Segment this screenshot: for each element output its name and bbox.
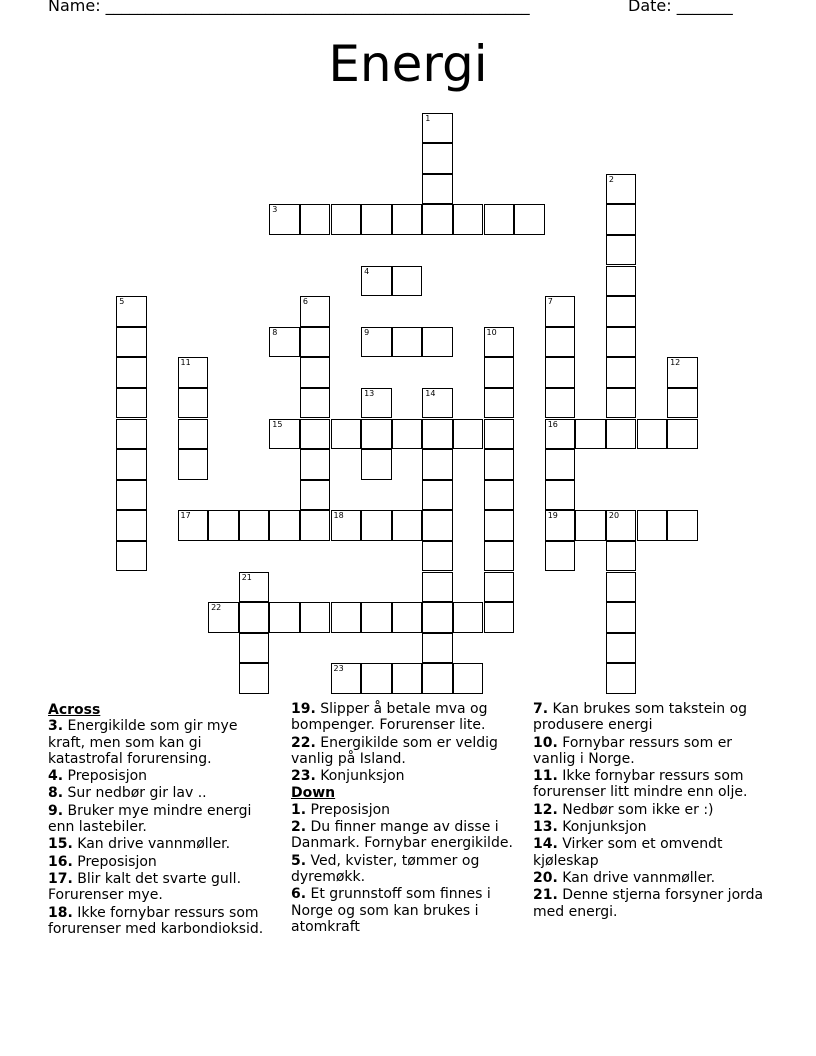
clue-number: 10 [486, 327, 497, 337]
clue-text: Konjunksjon [315, 768, 405, 785]
clue-number: 16. [48, 853, 73, 870]
grid-cell[interactable] [453, 602, 484, 633]
clue-number: 4. [48, 768, 64, 785]
grid-cell[interactable] [239, 510, 270, 541]
clue-number: 2. [291, 819, 307, 836]
grid-cell[interactable] [606, 357, 637, 388]
clue-number: 20. [533, 869, 558, 886]
clue-number: 3. [48, 718, 64, 735]
grid-cell[interactable] [178, 449, 209, 480]
clue-text: Sur nedbør gir lav .. [63, 785, 207, 802]
grid-cell[interactable] [178, 419, 209, 450]
grid-cell[interactable] [269, 510, 300, 541]
grid-cell[interactable] [545, 510, 576, 541]
clue-number: 10. [533, 734, 558, 751]
clue-text: Bruker mye mindre energi enn lastebiler. [48, 802, 252, 836]
clue-text: Virker som et omvendt kjøleskap [533, 836, 723, 869]
clue-column-3 [533, 701, 773, 921]
grid-cell[interactable] [484, 388, 515, 419]
clue-text: Ikke fornybar ressurs som forurenser med karbondioksid. [48, 904, 264, 937]
grid-cell[interactable] [361, 204, 392, 235]
date-field[interactable]: Date: _______ [628, 0, 733, 15]
clue-text: Kan drive vannmøller. [72, 836, 231, 853]
grid-cell[interactable] [484, 541, 515, 572]
across-clue [48, 718, 278, 767]
grid-cell[interactable] [331, 602, 362, 633]
name-field[interactable]: Name: _____________________________________________________ [48, 0, 530, 15]
grid-cell[interactable] [361, 419, 392, 450]
clue-number: 22. [291, 734, 316, 751]
clue-number: 13 [364, 388, 375, 398]
down-heading: Down [291, 785, 336, 802]
grid-cell[interactable] [545, 541, 576, 572]
clue-number: 12 [670, 358, 681, 368]
grid-cell[interactable] [300, 510, 331, 541]
grid-cell[interactable] [667, 419, 698, 450]
clue-number: 17 [180, 511, 191, 521]
grid-cell[interactable] [300, 357, 331, 388]
clue-text: Energikilde som gir mye kraft, men som kan gi katastrofal forurensing. [48, 718, 238, 767]
grid-cell[interactable] [667, 388, 698, 419]
grid-cell[interactable] [484, 510, 515, 541]
grid-cell[interactable] [116, 388, 147, 419]
grid-cell[interactable] [606, 633, 637, 664]
across-clue [48, 803, 278, 836]
across-heading: Across [48, 702, 101, 718]
grid-cell[interactable] [422, 663, 453, 694]
grid-cell[interactable] [392, 602, 423, 633]
grid-cell[interactable] [422, 510, 453, 541]
clue-number: 11. [533, 768, 558, 785]
grid-cell[interactable] [606, 541, 637, 572]
grid-cell[interactable] [422, 327, 453, 358]
grid-cell[interactable] [300, 204, 331, 235]
clue-text: Preposisjon [306, 801, 391, 818]
grid-cell[interactable] [361, 510, 392, 541]
clue-text: Et grunnstoff som finnes i Norge og som kan brukes i atomkraft [291, 886, 491, 935]
grid-cell[interactable] [116, 296, 147, 327]
grid-cell[interactable] [637, 419, 668, 450]
grid-cell[interactable] [484, 480, 515, 511]
clue-number: 18. [48, 904, 73, 921]
clue-number: 12. [533, 801, 558, 818]
clue-text: Slipper å betale mva og bompenger. Forurenser lite. [291, 701, 488, 734]
clue-number: 6 [302, 297, 308, 307]
grid-cell[interactable] [422, 449, 453, 480]
grid-cell[interactable] [392, 266, 423, 297]
grid-cell[interactable] [606, 296, 637, 327]
clue-number: 2 [608, 174, 614, 184]
clue-number: 5 [119, 297, 125, 307]
clue-column-2 [291, 701, 527, 936]
across-clue [48, 854, 278, 870]
grid-cell[interactable] [422, 572, 453, 603]
clue-number: 1 [425, 113, 431, 123]
clue-number: 14. [533, 836, 558, 853]
grid-cell[interactable] [484, 357, 515, 388]
clue-number: 23 [333, 664, 344, 674]
grid-cell[interactable] [300, 480, 331, 511]
grid-cell[interactable] [300, 388, 331, 419]
grid-cell[interactable] [453, 419, 484, 450]
across-clue [48, 871, 278, 904]
grid-cell[interactable] [422, 633, 453, 664]
down-clue [533, 701, 773, 734]
clue-number: 4 [364, 266, 370, 276]
clue-number: 15. [48, 836, 73, 853]
clue-number: 21 [241, 572, 252, 582]
clue-number: 21. [533, 887, 558, 904]
down-clue [533, 735, 773, 768]
grid-cell[interactable] [116, 480, 147, 511]
down-clue [533, 887, 773, 920]
clue-number: 8. [48, 785, 64, 802]
grid-cell[interactable] [269, 327, 300, 358]
grid-cell[interactable] [606, 602, 637, 633]
grid-cell[interactable] [361, 388, 392, 419]
down-clue [533, 870, 773, 886]
grid-cell[interactable] [606, 572, 637, 603]
grid-cell[interactable] [606, 663, 637, 694]
clue-text: Kan brukes som takstein og produsere energi [533, 701, 748, 734]
clue-number: 5. [291, 852, 307, 869]
grid-cell[interactable] [239, 663, 270, 694]
clue-text: Ved, kvister, tømmer og dyremøkk. [291, 852, 480, 885]
down-clue [533, 836, 773, 869]
clue-number: 9 [364, 327, 370, 337]
grid-cell[interactable] [178, 357, 209, 388]
grid-cell[interactable] [422, 143, 453, 174]
grid-cell[interactable] [422, 480, 453, 511]
grid-cell[interactable] [606, 510, 637, 541]
grid-cell[interactable] [361, 602, 392, 633]
grid-cell[interactable] [116, 419, 147, 450]
grid-cell[interactable] [606, 266, 637, 297]
clue-number: 11 [180, 358, 191, 368]
grid-cell[interactable] [514, 204, 545, 235]
grid-cell[interactable] [331, 419, 362, 450]
grid-cell[interactable] [484, 572, 515, 603]
grid-cell[interactable] [331, 510, 362, 541]
down-clue [291, 819, 527, 852]
grid-cell[interactable] [361, 327, 392, 358]
grid-cell[interactable] [422, 419, 453, 450]
grid-cell[interactable] [392, 204, 423, 235]
grid-cell[interactable] [300, 296, 331, 327]
grid-cell[interactable] [545, 357, 576, 388]
grid-cell[interactable] [606, 204, 637, 235]
grid-cell[interactable] [116, 327, 147, 358]
grid-cell[interactable] [545, 449, 576, 480]
grid-cell[interactable] [606, 327, 637, 358]
grid-cell[interactable] [239, 602, 270, 633]
clue-number: 17. [48, 870, 73, 887]
clue-text: Preposisjon [63, 768, 148, 785]
down-clue [291, 853, 527, 886]
clue-column-1 [48, 701, 278, 938]
down-clue [533, 768, 773, 801]
clue-number: 22 [211, 603, 222, 613]
grid-cell[interactable] [269, 204, 300, 235]
grid-cell[interactable] [637, 510, 668, 541]
clue-text: Blir kalt det svarte gull. Forurenser mye. [48, 870, 242, 904]
grid-cell[interactable] [484, 449, 515, 480]
grid-cell[interactable] [667, 357, 698, 388]
grid-cell[interactable] [208, 510, 239, 541]
across-clue [291, 735, 527, 768]
down-clue [291, 802, 527, 818]
grid-cell[interactable] [392, 327, 423, 358]
clue-text: Konjunksjon [557, 819, 647, 836]
grid-cell[interactable] [606, 388, 637, 419]
grid-cell[interactable] [545, 480, 576, 511]
grid-cell[interactable] [422, 602, 453, 633]
grid-cell[interactable] [575, 510, 606, 541]
clue-number: 18 [333, 511, 344, 521]
grid-cell[interactable] [331, 204, 362, 235]
across-clue [291, 701, 527, 734]
across-clue [48, 785, 278, 801]
grid-cell[interactable] [300, 449, 331, 480]
clue-number: 6. [291, 886, 307, 903]
grid-cell[interactable] [239, 633, 270, 664]
grid-cell[interactable] [116, 357, 147, 388]
grid-cell[interactable] [422, 113, 453, 144]
grid-cell[interactable] [392, 663, 423, 694]
clue-number: 19 [547, 511, 558, 521]
grid-cell[interactable] [606, 174, 637, 205]
grid-cell[interactable] [300, 602, 331, 633]
grid-cell[interactable] [178, 388, 209, 419]
clue-text: Energikilde som er veldig vanlig på Island. [291, 734, 498, 767]
grid-cell[interactable] [239, 572, 270, 603]
clue-number: 20 [608, 511, 620, 521]
grid-cell[interactable] [484, 602, 515, 633]
down-clue [533, 802, 773, 818]
clue-number: 14 [425, 388, 436, 398]
clue-number: 8 [272, 327, 278, 337]
grid-cell[interactable] [667, 510, 698, 541]
clue-text: Denne stjerna forsyner jorda med energi. [533, 887, 764, 920]
clue-number: 7 [547, 297, 553, 307]
clue-number: 3 [272, 205, 278, 215]
clue-text: Preposisjon [72, 853, 157, 870]
grid-cell[interactable] [116, 449, 147, 480]
grid-cell[interactable] [422, 174, 453, 205]
grid-cell[interactable] [545, 327, 576, 358]
grid-cell[interactable] [545, 388, 576, 419]
grid-cell[interactable] [484, 327, 515, 358]
grid-cell[interactable] [545, 419, 576, 450]
clue-number: 19. [291, 701, 316, 717]
clue-number: 7. [533, 701, 549, 717]
grid-cell[interactable] [606, 419, 637, 450]
grid-cell[interactable] [392, 419, 423, 450]
grid-cell[interactable] [484, 204, 515, 235]
grid-cell[interactable] [331, 663, 362, 694]
clue-number: 23. [291, 768, 316, 785]
grid-cell[interactable] [361, 449, 392, 480]
grid-cell[interactable] [116, 541, 147, 572]
down-clue [533, 819, 773, 835]
clue-number: 16 [547, 419, 558, 429]
clue-text: Kan drive vannmøller. [557, 869, 716, 886]
across-clue [48, 836, 278, 852]
grid-cell[interactable] [269, 419, 300, 450]
across-clue [48, 905, 278, 938]
clue-text: Nedbør som ikke er :) [557, 801, 714, 818]
grid-cell[interactable] [208, 602, 239, 633]
clue-number: 1. [291, 801, 307, 818]
grid-cell[interactable] [300, 327, 331, 358]
grid-cell[interactable] [116, 510, 147, 541]
grid-cell[interactable] [300, 419, 331, 450]
grid-cell[interactable] [453, 204, 484, 235]
clue-number: 9. [48, 802, 64, 819]
across-clue [291, 768, 527, 784]
grid-cell[interactable] [361, 266, 392, 297]
across-clue [48, 768, 278, 784]
clue-text: Ikke fornybar ressurs som forurenser litt mindre enn olje. [533, 768, 748, 801]
clue-number: 13. [533, 819, 558, 836]
grid-cell[interactable] [269, 602, 300, 633]
grid-cell[interactable] [606, 235, 637, 266]
down-clue [291, 886, 527, 935]
grid-cell[interactable] [545, 296, 576, 327]
clue-text: Du finner mange av disse i Danmark. Fornybar energikilde. [291, 819, 513, 852]
grid-cell[interactable] [422, 541, 453, 572]
grid-cell[interactable] [484, 419, 515, 450]
grid-cell[interactable] [422, 204, 453, 235]
grid-cell[interactable] [392, 510, 423, 541]
grid-cell[interactable] [453, 663, 484, 694]
clue-text: Fornybar ressurs som er vanlig i Norge. [533, 734, 733, 767]
grid-cell[interactable] [575, 419, 606, 450]
grid-cell[interactable] [361, 663, 392, 694]
clue-number: 15 [272, 419, 283, 429]
grid-cell[interactable] [178, 510, 209, 541]
grid-cell[interactable] [422, 388, 453, 419]
puzzle-title: Energi [328, 35, 488, 93]
